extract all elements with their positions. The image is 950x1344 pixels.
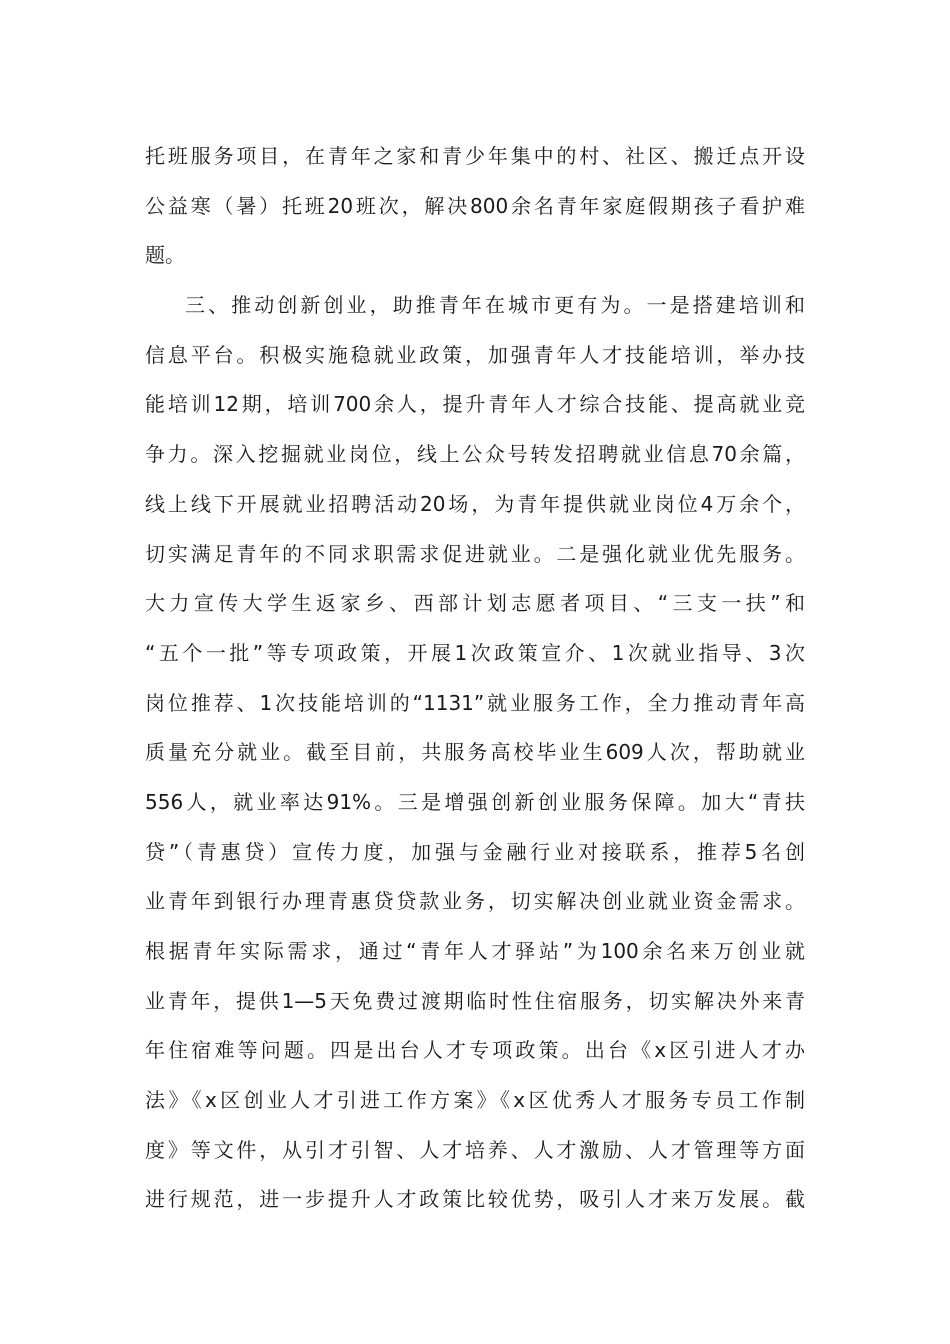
text-line: 公益寒（暑）托班20班次，解决800余名青年家庭假期孩子看护难 [145,193,805,218]
text-line: 业青年，提供1—5天免费过渡期临时性住宿服务，切实解决外来青 [145,988,805,1013]
text-line: 贷”（青惠贷）宣传力度，加强与金融行业对接联系，推荐5名创 [145,839,805,864]
text-line: 度》等文件，从引才引智、人才培养、人才激励、人才管理等方面 [145,1137,805,1162]
text-line: 年住宿难等问题。四是出台人才专项政策。出台《x区引进人才办 [145,1038,805,1063]
text-line: 线上线下开展就业招聘活动20场，为青年提供就业岗位4万余个， [145,491,805,516]
text-line: 进行规范，进一步提升人才政策比较优势，吸引人才来万发展。截 [145,1187,805,1212]
text-line: “五个一批”等专项政策，开展1次政策宣介、1次就业指导、3次 [145,640,805,665]
text-line: 岗位推荐、1次技能培训的“1131”就业服务工作，全力推动青年高 [145,690,805,715]
document-body [145,132,805,1225]
text-line: 能培训12期，培训700余人，提升青年人才综合技能、提高就业竞 [145,392,805,417]
text-line: 切实满足青年的不同求职需求促进就业。二是强化就业优先服务。 [145,541,805,566]
text-line: 三、推动创新创业，助推青年在城市更有为。一是搭建培训和 [185,293,805,318]
text-line: 大力宣传大学生返家乡、西部计划志愿者项目、“三支一扶”和 [145,591,805,616]
text-line: 根据青年实际需求，通过“青年人才驿站”为100余名来万创业就 [145,939,805,963]
text-line: 托班服务项目，在青年之家和青少年集中的村、社区、搬迁点开设 [145,144,805,168]
text-line: 争力。深入挖掘就业岗位，线上公众号转发招聘就业信息70余篇， [145,442,805,467]
text-line: 法》《x区创业人才引进工作方案》《x区优秀人才服务专员工作制 [145,1088,805,1113]
text-line: 质量充分就业。截至目前，共服务高校毕业生609人次，帮助就业 [145,740,805,765]
text-line: 信息平台。积极实施稳就业政策，加强青年人才技能培训，举办技 [145,342,805,367]
text-line: 题。 [145,243,185,268]
text-line: 556人，就业率达91%。三是增强创新创业服务保障。加大“青扶 [145,789,805,814]
text-line: 业青年到银行办理青惠贷贷款业务，切实解决创业就业资金需求。 [145,889,805,914]
